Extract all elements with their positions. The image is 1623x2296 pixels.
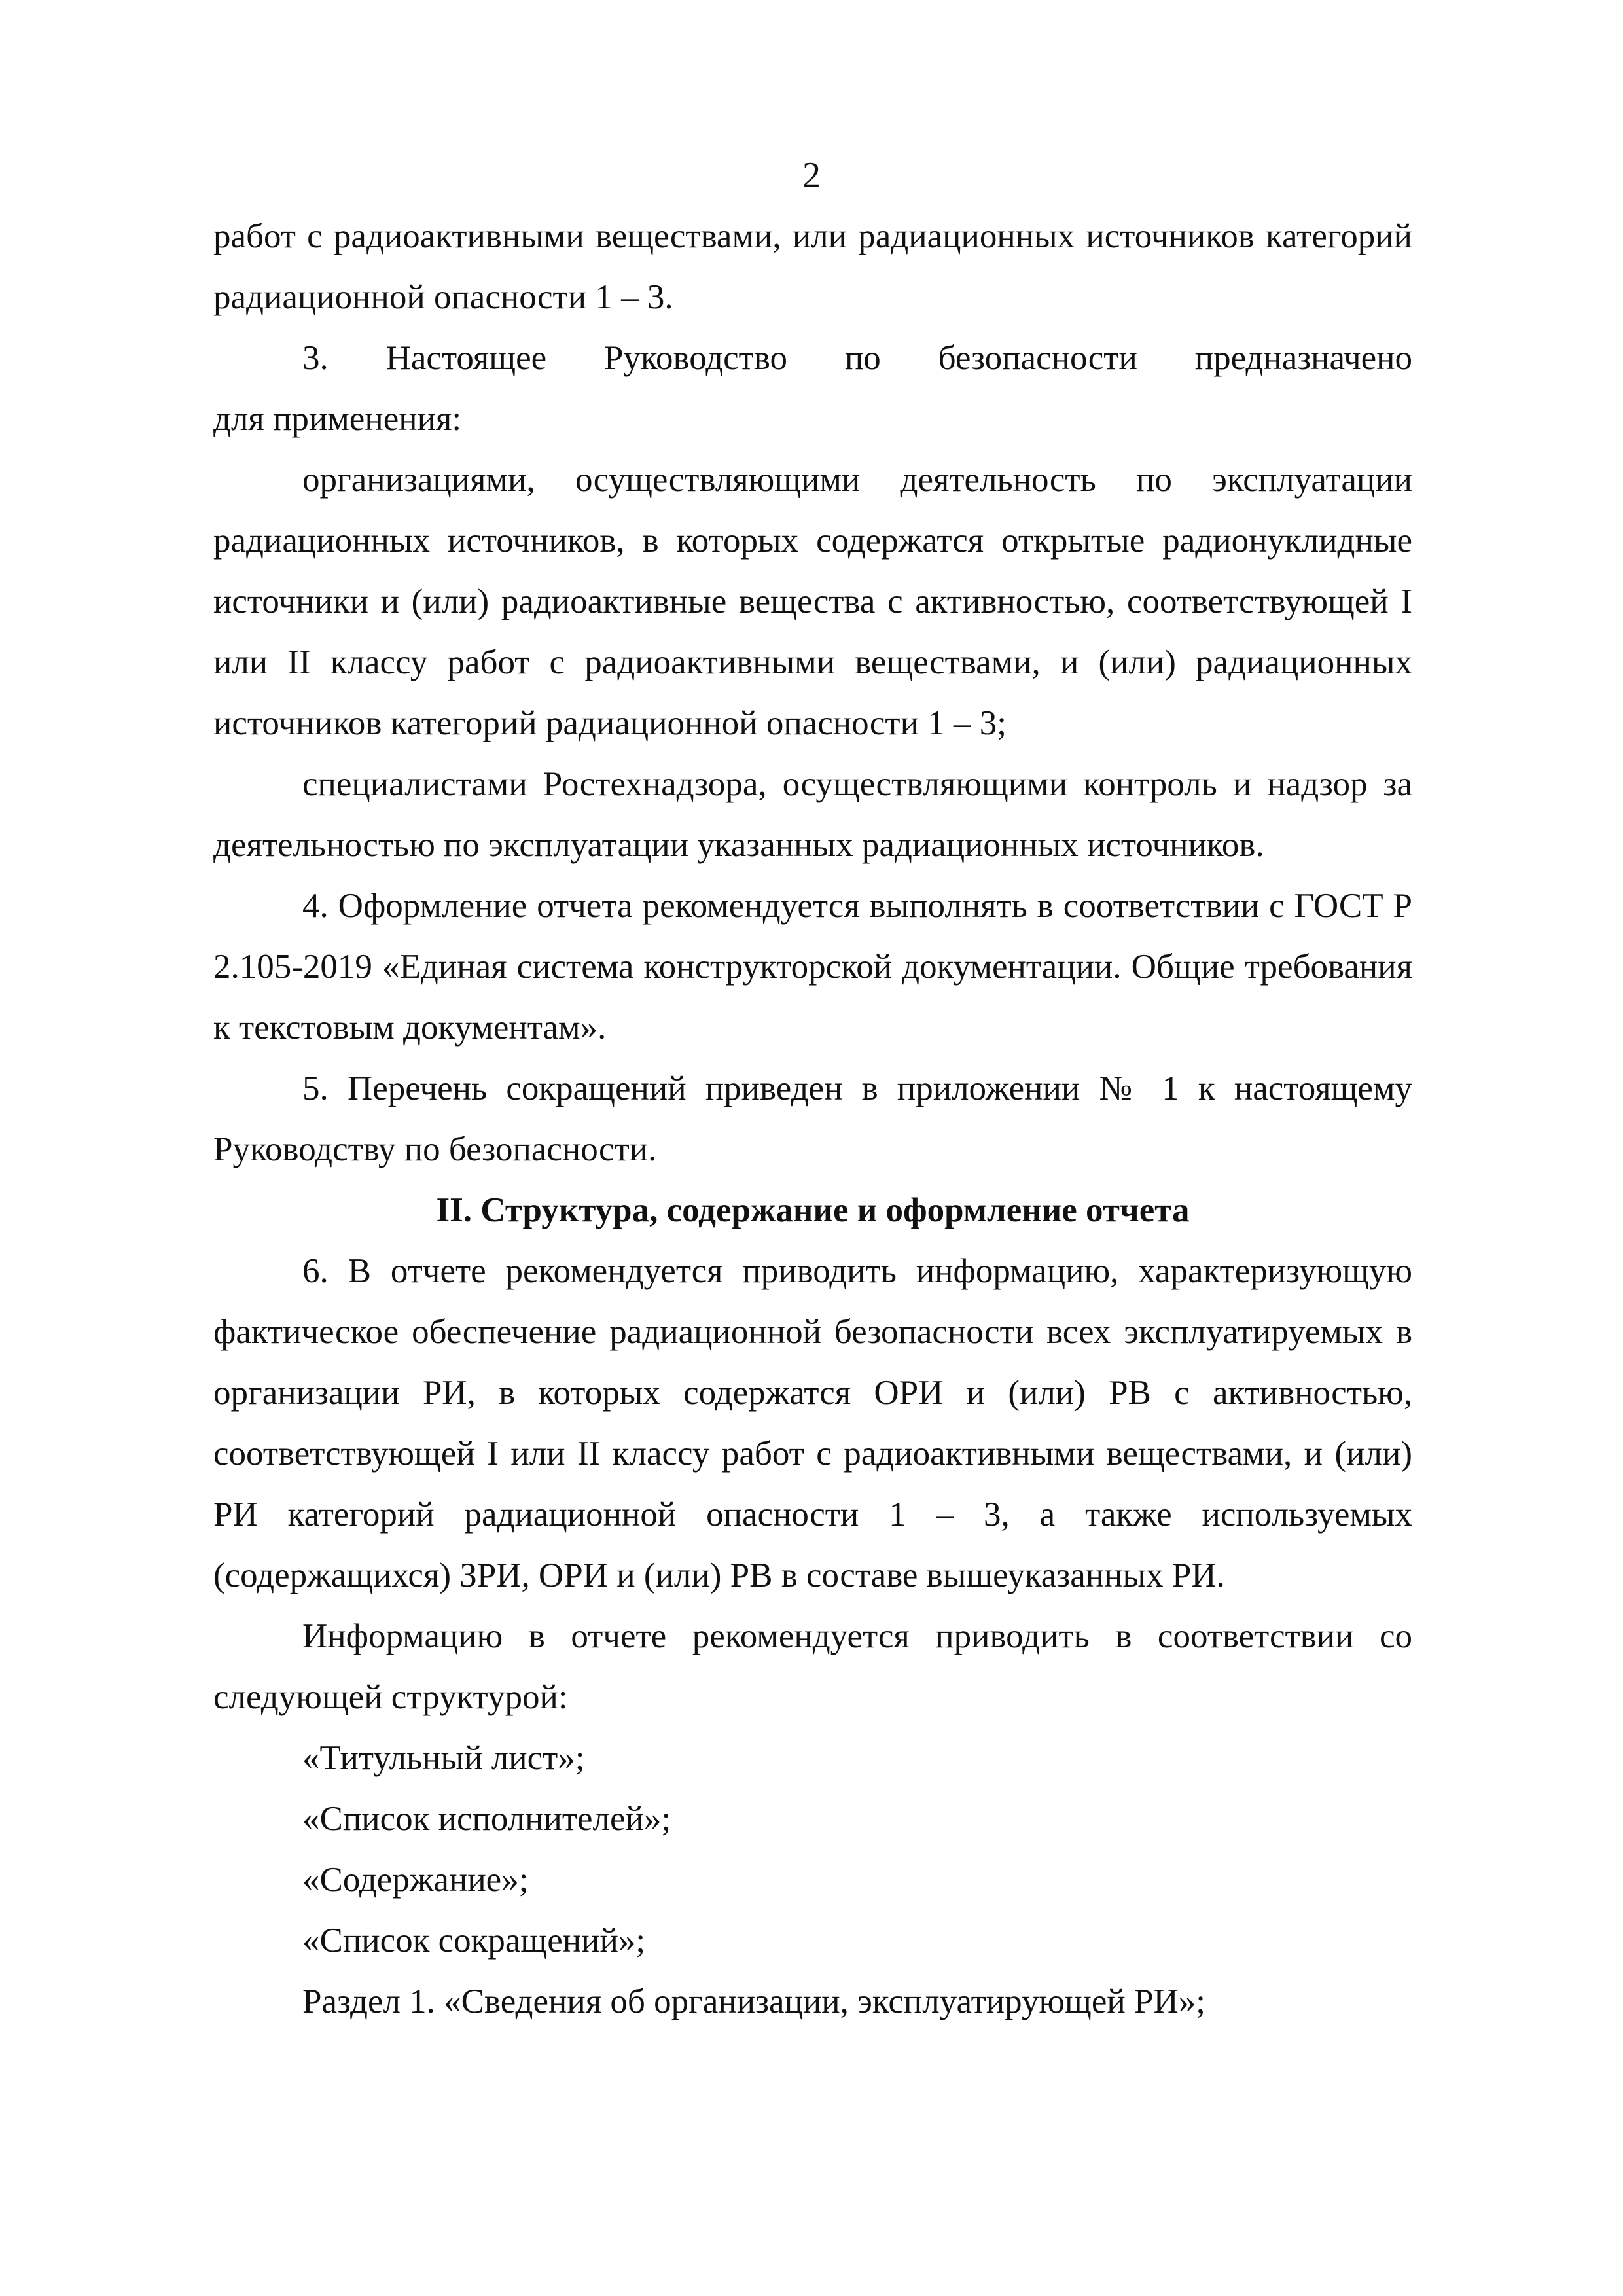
structure-item: Раздел 1. «Сведения об организации, эксплуатирующей РИ»; bbox=[302, 1982, 1205, 2020]
paragraph-continuation: работ с радиоактивными веществами, или радиационных источников категорий радиационной опасности 1 – 3. bbox=[213, 217, 1412, 316]
paragraph-3-line-1: 3. Настоящее Руководство по безопасности предназначено bbox=[302, 339, 1412, 377]
structure-item: «Список исполнителей»; bbox=[302, 1800, 671, 1838]
page-number: 2 bbox=[802, 155, 821, 196]
document-body bbox=[213, 206, 1412, 2032]
paragraph-5: 5. Перечень сокращений приведен в приложении № 1 к настоящему Руководству по безопасности. bbox=[213, 1069, 1412, 1168]
paragraph-specialists: специалистами Ростехнадзора, осуществляющими контроль и надзор за деятельностью по эксплуатации указанных радиационных источников. bbox=[213, 765, 1412, 864]
structure-item: «Содержание»; bbox=[302, 1861, 529, 1899]
paragraph-structure-intro: Информацию в отчете рекомендуется приводить в соответствии со следующей структурой: bbox=[213, 1617, 1412, 1716]
paragraph-3-line-2: для применения: bbox=[213, 400, 462, 438]
structure-item: «Список сокращений»; bbox=[302, 1922, 646, 1960]
paragraph-organizations: организациями, осуществляющими деятельность по эксплуатации радиационных источников, в которых содержатся открытые радионуклидные источники и (или) радиоактивные вещества с активностью, соответствующей I или II классу работ с радиоактивными веществами, и (или) радиационных источников категорий радиационной опасности 1 – 3; bbox=[213, 461, 1412, 742]
paragraph-4: 4. Оформление отчета рекомендуется выполнять в соответствии с ГОСТ Р 2.105-2019 «Единая система конструкторской документации. Общие требования к текстовым документам». bbox=[213, 887, 1412, 1047]
structure-item: «Титульный лист»; bbox=[302, 1739, 585, 1777]
section-heading: II. Структура, содержание и оформление отчета bbox=[436, 1191, 1190, 1229]
paragraph-6: 6. В отчете рекомендуется приводить информацию, характеризующую фактическое обеспечение радиационной безопасности всех эксплуатируемых в организации РИ, в которых содержатся ОРИ и (или) РВ с активностью, соответствующей I или II классу работ с радиоактивными веществами, и (или) РИ категорий радиационной опасности 1 – 3, а также используемых (содержащихся) ЗРИ, ОРИ и (или) РВ в составе вышеуказанных РИ. bbox=[213, 1252, 1412, 1594]
